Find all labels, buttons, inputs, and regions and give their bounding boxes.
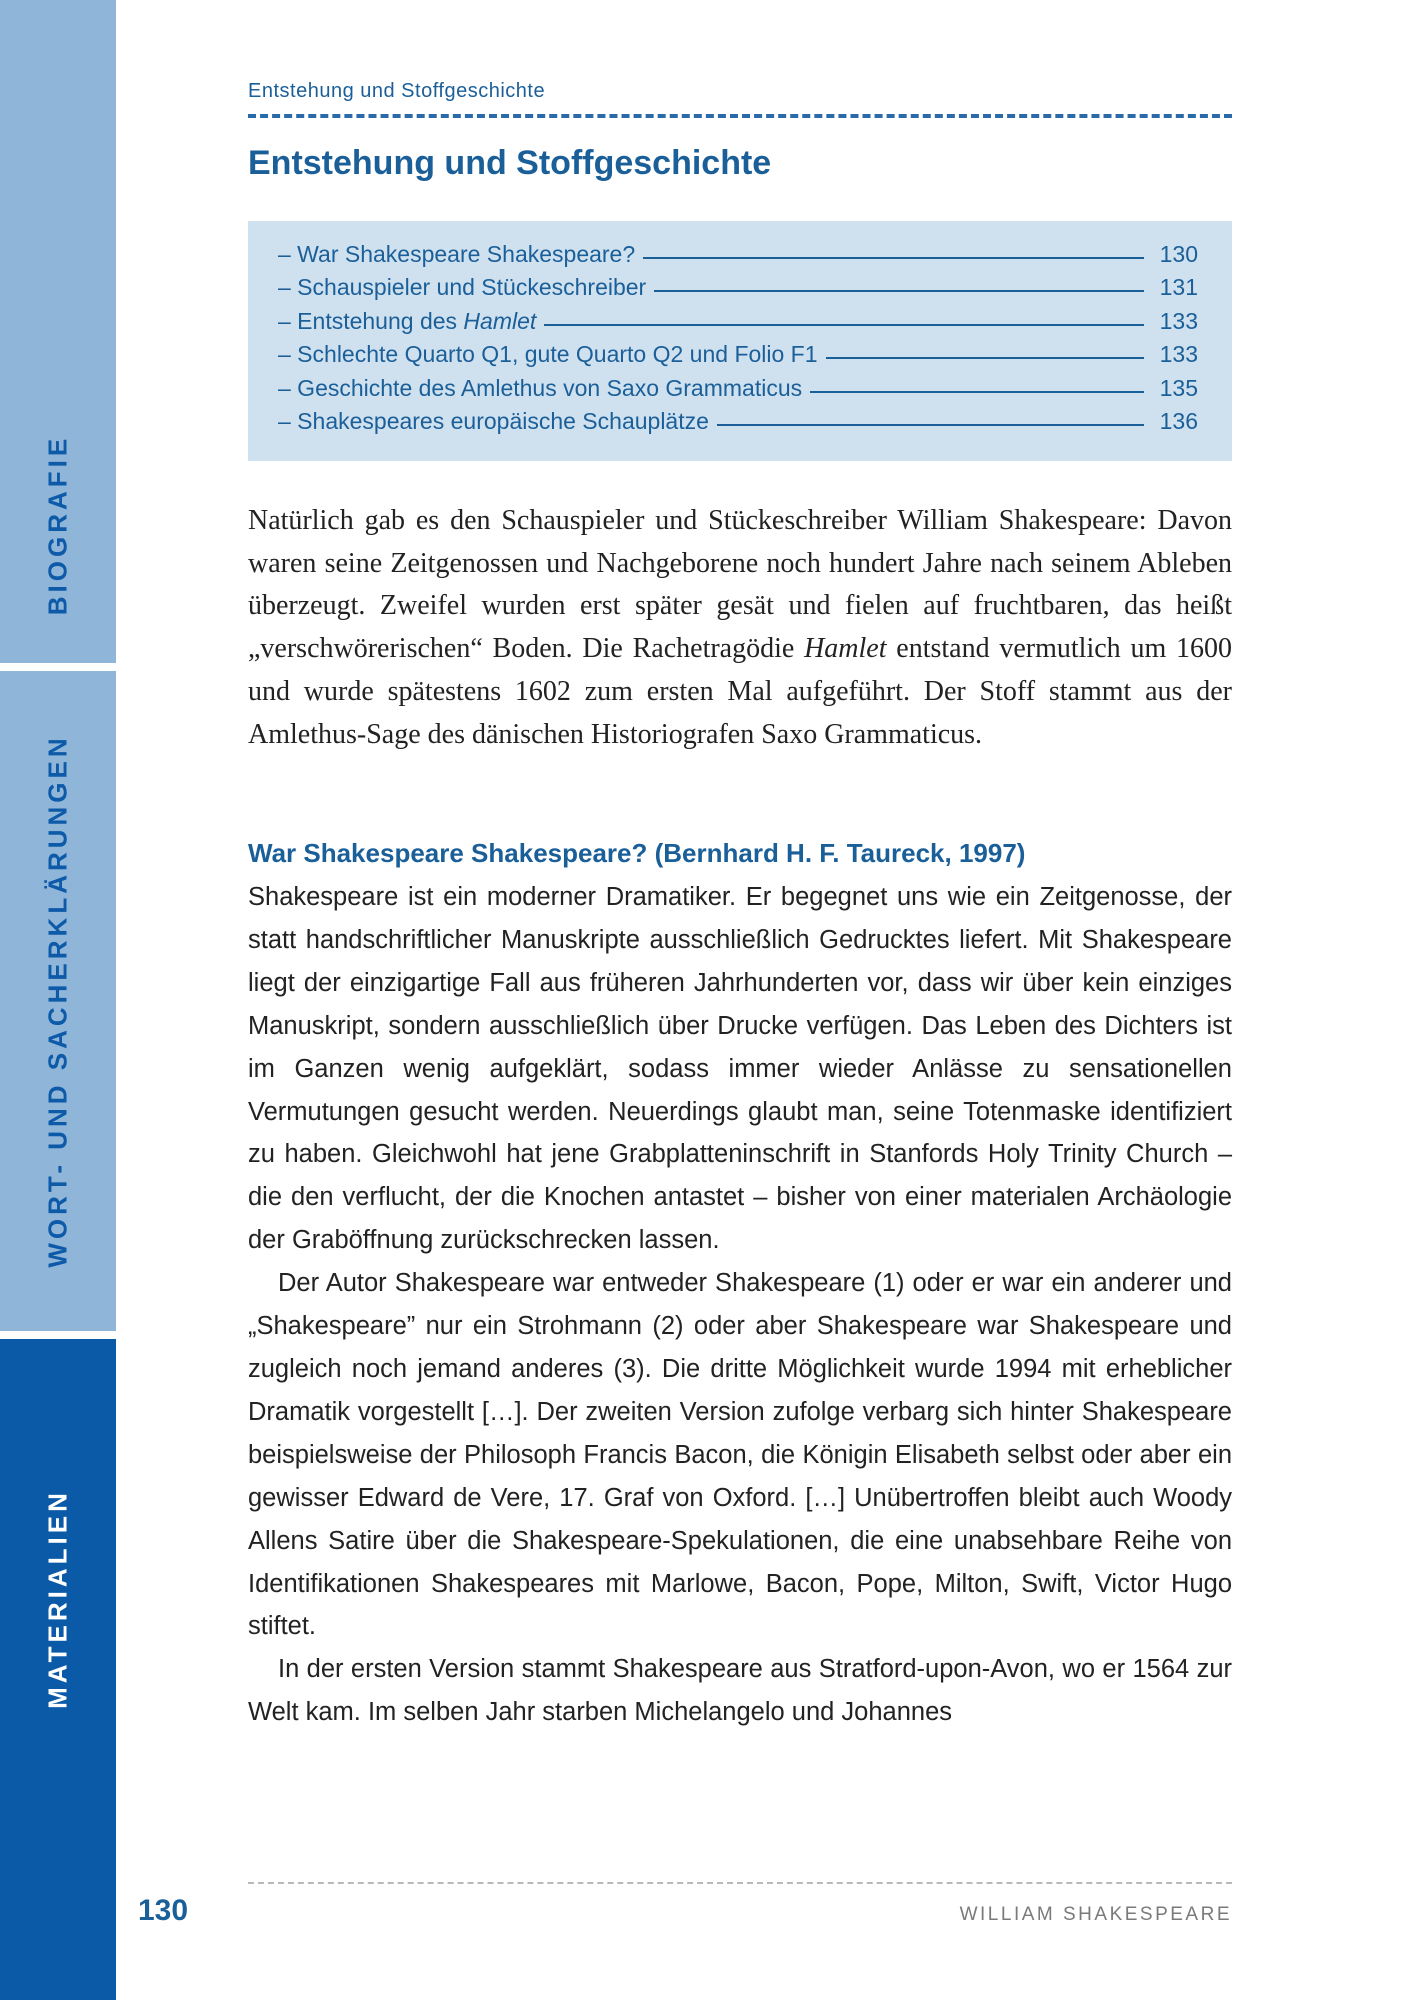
toc-leader-line [717,424,1144,426]
intro-paragraph [248,500,1232,756]
toc-leader-line [643,257,1144,259]
sidebar [0,0,116,2000]
page-number: 130 [138,1894,189,1927]
toc-leader-line [810,391,1144,393]
quote-paragraph: Der Autor Shakespeare war entweder Shakespeare (1) oder er war ein anderer und „Shakespeare” nur ein Strohmann (2) oder aber Shakespeare war Shakespeare und zugleich noch jemand anderes (3). Die dritte Möglichkeit wurde 1994 mit erheblicher Dramatik vorgestellt […]. Der zweiten Version zufolge verbarg sich hinter Shakespeare beispielsweise der Philosoph Francis Bacon, die Königin Elisabeth selbst oder aber ein gewisser Edward de Vere, 17. Graf von Oxford. […] Unübertroffen bleibt auch Woody Allens Satire über die Shakespeare-Spekulationen, die eine unabsehbare Reihe von Identifikationen Shakespeares mit Marlowe, Bacon, Pope, Milton, Swift, Victor Hugo stiftet. [248,1269,1232,1641]
toc-item-page: 133 [1159,341,1198,368]
toc-item-page: 130 [1159,241,1198,267]
toc-item-page: 131 [1159,274,1198,301]
toc-item[interactable] [278,241,1198,274]
toc-leader-line [654,290,1144,292]
toc-leader-line [826,357,1144,359]
footer-divider [248,1882,1232,1884]
toc-item[interactable] [278,274,1198,307]
quote-paragraph: In der ersten Version stammt Shakespeare aus Stratford-upon-Avon, wo er 1564 zur Welt kam. Im selben Jahr starben Michelangelo und Johannes [248,1655,1232,1727]
intro-text-2: entstand vermutlich um 1600 und wurde spätestens 1602 zum ersten Mal aufgeführt. Der Stoff stammt aus der Amlethus-Sage des dänischen Historiografen Saxo Grammaticus. [248,633,1232,750]
toc-item[interactable] [278,408,1198,441]
intro-title-emphasis: Hamlet [804,633,887,665]
tab-wort-label: WORT- UND SACHERKLÄRUNGEN [42,734,73,1268]
toc-item-label: – Schlechte Quarto Q1, gute Quarto Q2 und Folio F1 [278,341,818,368]
toc-item-page: 133 [1159,307,1198,334]
running-foot: WILLIAM SHAKESPEARE [959,1904,1232,1925]
toc-item-page: 136 [1159,407,1198,434]
tab-materialien-label: MATERIALIEN [42,1489,73,1709]
tab-materialien[interactable] [0,1339,116,2000]
running-head: Entstehung und Stoffgeschichte [248,80,546,102]
chapter-title: Entstehung und Stoffgeschichte [248,144,772,182]
toc-item-label: – Shakespeares europäische Schauplätze [278,407,709,434]
tab-biografie[interactable] [0,0,116,663]
quote-body [248,876,1232,1734]
toc-item-label-text: – Entstehung des [278,307,464,334]
toc-item-label: – Geschichte des Amlethus von Saxo Grammaticus [278,374,803,401]
section-heading: War Shakespeare Shakespeare? (Bernhard H. F. Taureck, 1997) [248,838,1026,868]
header-divider [248,114,1232,118]
tab-biografie-label: BIOGRAFIE [42,434,73,616]
toc-item-label: – Schauspieler und Stückeschreiber [278,274,647,301]
toc-item-label-title: Hamlet [463,307,537,334]
toc-leader-line [544,324,1144,326]
toc-item[interactable] [278,308,1198,341]
toc-item[interactable] [278,341,1198,374]
tab-wort-und-sacherklaerungen[interactable] [0,671,116,1331]
toc-item-label: – War Shakespeare Shakespeare? [278,241,636,267]
toc-item-page: 135 [1159,374,1198,401]
toc-box [248,221,1232,461]
toc-item-label [278,308,536,335]
quote-paragraph: Shakespeare ist ein moderner Dramatiker. Er begegnet uns wie ein Zeitgenosse, der statt handschriftlicher Manuskripte ausschließlich Gedrucktes liefert. Mit Shakespeare liegt der einzigartige Fall aus früheren Jahrhunderten vor, dass wir über kein einziges Manuskript, sondern ausschließlich über Drucke verfügen. Das Leben des Dichters ist im Ganzen wenig aufgeklärt, sodass immer wieder Anlässe zu sensationellen Vermutungen gesucht werden. Neuerdings glaubt man, seine Totenmaske identifiziert zu haben. Gleichwohl hat jene Grabplatteninschrift in Stanfords Holy Trinity Church – die den verflucht, der die Knochen antastet – bisher von einer materialen Archäologie der Graböffnung zurückschrecken lassen. [248,883,1232,1255]
toc-item[interactable] [278,375,1198,408]
intro-text-1: Natürlich gab es den Schauspieler und Stückeschreiber William Shakespeare: Davon waren seine Zeitgenossen und Nachgeborene noch hundert Jahre nach seinem Ableben überzeugt. Zweifel wurden erst später gesät und fielen auf fruchtbaren, das heißt „verschwörerischen“ Boden. Die Rachetragödie [248,505,1232,665]
